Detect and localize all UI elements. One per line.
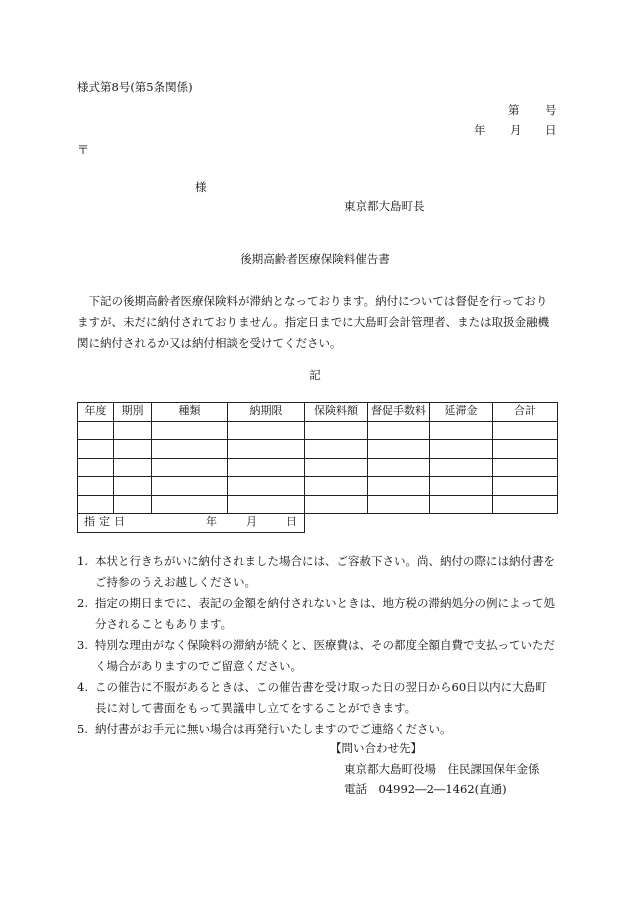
table-row <box>78 440 558 459</box>
table-cell <box>152 495 228 514</box>
list-item <box>77 551 557 593</box>
table-cell <box>114 421 152 440</box>
header-premium-amount: 保険料額 <box>305 403 368 422</box>
document-number-suffix: 号 <box>545 103 557 117</box>
note-number: 4. <box>77 680 88 694</box>
table-cell <box>368 421 430 440</box>
header-reminder-fee: 督促手数料 <box>368 403 430 422</box>
table-cell <box>114 477 152 496</box>
header-late-fee: 延滞金 <box>430 403 493 422</box>
table-cell <box>152 477 228 496</box>
dues-table <box>77 402 558 533</box>
list-item <box>77 719 557 740</box>
table-cell <box>493 458 558 477</box>
due-date-year: 年 <box>206 515 218 529</box>
blank-area <box>305 514 558 533</box>
contact-phone: 電話 04992―2―1462(直通) <box>344 782 507 796</box>
note-text: 納付書がお手元に無い場合は再発行いたしますのでご連絡ください。 <box>95 722 452 736</box>
table-cell <box>78 477 114 496</box>
document-number-label: 第 <box>508 103 520 117</box>
table-cell <box>430 440 493 459</box>
table-cell <box>368 495 430 514</box>
sender-name: 東京都大島町長 <box>344 199 425 213</box>
table-row <box>78 458 558 477</box>
postal-mark: 〒 <box>77 143 90 157</box>
form-number: 様式第8号(第5条関係) <box>77 80 193 94</box>
header-type: 種類 <box>152 403 228 422</box>
notes-list <box>77 551 557 740</box>
ki-heading: 記 <box>309 368 321 382</box>
due-date-row <box>78 514 558 533</box>
table-row <box>78 421 558 440</box>
table-cell <box>493 440 558 459</box>
table-cell <box>228 421 305 440</box>
due-date-cell <box>78 514 305 533</box>
document-title: 後期高齢者医療保険料催告書 <box>240 252 390 266</box>
recipient-honorific: 様 <box>195 180 207 194</box>
list-item <box>77 677 557 719</box>
table-cell <box>493 421 558 440</box>
table-cell <box>305 495 368 514</box>
table-cell <box>114 440 152 459</box>
header-period: 期別 <box>114 403 152 422</box>
contact-heading: 【問い合わせ先】 <box>330 741 422 755</box>
header-due-date: 納期限 <box>228 403 305 422</box>
table-cell <box>228 440 305 459</box>
table-cell <box>152 421 228 440</box>
issue-date-month: 月 <box>510 123 522 137</box>
table-cell <box>368 477 430 496</box>
note-text: 本状と行きちがいに納付されました場合には、ご容赦下さい。尚、納付の際には納付書をご持参のうえお越しください。 <box>95 554 555 589</box>
note-text: 指定の期日までに、表記の金額を納付されないときは、地方税の滞納処分の例によって処分されることもあります。 <box>95 596 555 631</box>
table-cell <box>305 477 368 496</box>
header-fiscal-year: 年度 <box>78 403 114 422</box>
note-number: 1. <box>77 554 88 568</box>
table-cell <box>430 477 493 496</box>
note-number: 3. <box>77 638 88 652</box>
list-item <box>77 635 557 677</box>
header-total: 合計 <box>493 403 558 422</box>
table-row <box>78 495 558 514</box>
table-cell <box>78 495 114 514</box>
table-cell <box>430 495 493 514</box>
table-cell <box>78 458 114 477</box>
table-cell <box>430 421 493 440</box>
table-cell <box>305 458 368 477</box>
table-cell <box>228 477 305 496</box>
list-item <box>77 593 557 635</box>
issue-date-year: 年 <box>474 123 486 137</box>
table-header-row <box>78 403 558 422</box>
table-cell <box>305 421 368 440</box>
table-cell <box>228 495 305 514</box>
table-row <box>78 477 558 496</box>
table-cell <box>430 458 493 477</box>
note-number: 5. <box>77 722 88 736</box>
note-number: 2. <box>77 596 88 610</box>
contact-office: 東京都大島町役場 住民課国保年金係 <box>344 762 540 776</box>
table-cell <box>368 440 430 459</box>
body-paragraph: 下記の後期高齢者医療保険料が滞納となっております。納付については督促を行っておりますが、未だに納付されておりません。指定日までに大島町会計管理者、または取扱金融機関に納付されるか又は納付相談を受けてください。 <box>77 294 550 350</box>
table-cell <box>78 440 114 459</box>
table-cell <box>493 477 558 496</box>
table-cell <box>114 495 152 514</box>
table-cell <box>152 440 228 459</box>
due-date-label: 指定日 <box>84 515 129 529</box>
issue-date-day: 日 <box>545 123 557 137</box>
table-cell <box>305 440 368 459</box>
due-date-month: 月 <box>246 515 258 529</box>
note-text: この催告に不服があるときは、この催告書を受け取った日の翌日から60日以内に大島町長に対して書面をもって異議申し立てをすることができます。 <box>95 680 547 715</box>
table-cell <box>78 421 114 440</box>
table-cell <box>368 458 430 477</box>
table-cell <box>152 458 228 477</box>
due-date-day: 日 <box>286 515 298 529</box>
table-cell <box>493 495 558 514</box>
table-cell <box>114 458 152 477</box>
note-text: 特別な理由がなく保険料の滞納が続くと、医療費は、その都度全額自費で支払っていただく場合がありますのでご留意ください。 <box>95 638 555 673</box>
table-cell <box>228 458 305 477</box>
